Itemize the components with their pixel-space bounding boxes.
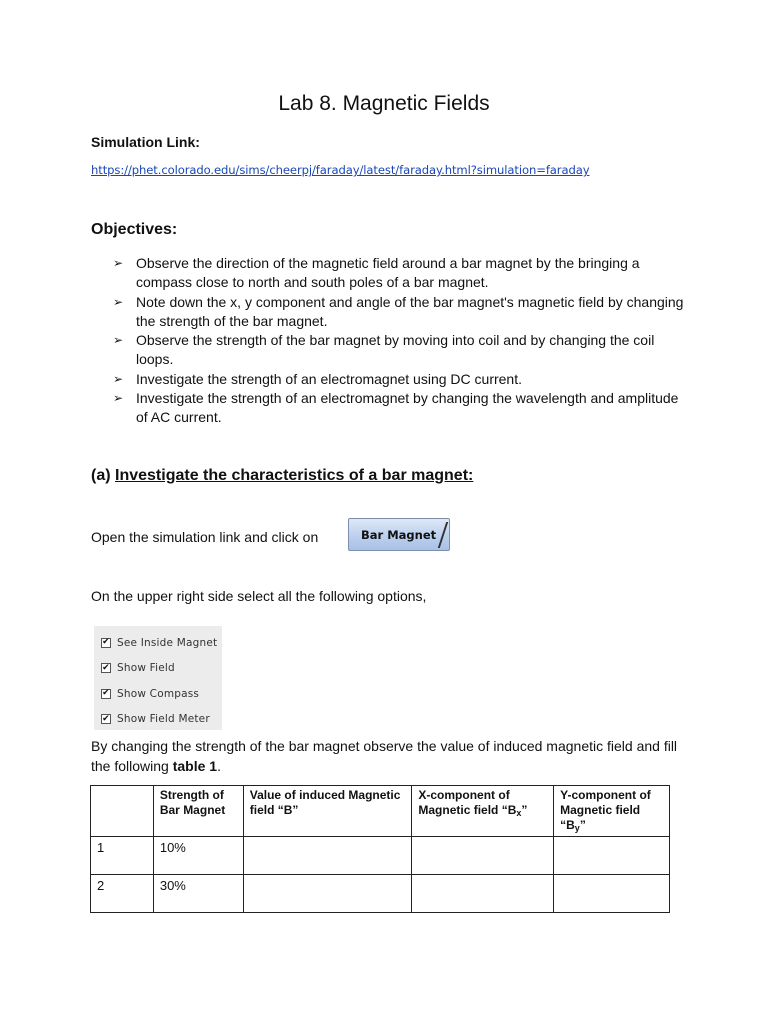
checkbox-checked-icon[interactable]: ✔ — [102, 637, 110, 648]
option-label: See Inside Magnet — [117, 636, 218, 649]
table-intro-text: By changing the strength of the bar magnet observe the value of induced magnetic field and fill the following — [91, 738, 678, 774]
objective-item — [113, 293, 693, 332]
objective-item — [113, 254, 693, 293]
checkbox-checked-icon[interactable]: ✔ — [102, 688, 110, 699]
table-intro-paragraph — [91, 737, 691, 776]
cell-bx[interactable] — [412, 837, 554, 875]
objective-text: Investigate the strength of an electromagnet by changing the wavelength and amplitude of AC current. — [136, 390, 679, 426]
section-a-title: Investigate the characteristics of a bar magnet: — [115, 467, 474, 484]
cell-b[interactable] — [243, 837, 412, 875]
data-table — [90, 785, 670, 913]
cell-index: 1 — [91, 837, 154, 875]
cell-bx[interactable] — [412, 875, 554, 913]
header-x-text: X-component of Magnetic field “B — [418, 788, 517, 817]
header-x-component — [412, 786, 554, 837]
header-y-component — [554, 786, 670, 837]
checkbox-checked-icon[interactable]: ✔ — [102, 662, 110, 673]
simulation-label: Simulation Link: — [91, 134, 200, 150]
section-a-heading — [91, 467, 473, 485]
objective-text: Investigate the strength of an electromagnet using DC current. — [136, 370, 522, 387]
header-y-text: Y-component of Magnetic field “B — [560, 788, 651, 832]
objectives-list — [113, 254, 693, 428]
cell-by[interactable] — [554, 837, 670, 875]
cell-strength: 10% — [153, 837, 243, 875]
objective-text: Note down the x, y component and angle of the bar magnet's magnetic field by changing the strength of the bar magnet. — [136, 293, 684, 329]
checkbox-checked-icon[interactable]: ✔ — [102, 713, 110, 724]
header-index — [91, 786, 154, 837]
cell-b[interactable] — [243, 875, 412, 913]
option-see-inside-magnet[interactable] — [94, 630, 222, 656]
simulation-link[interactable]: https://phet.colorado.edu/sims/cheerpj/faraday/latest/faraday.html?simulation=faraday — [91, 163, 590, 177]
option-label: Show Field — [117, 662, 175, 675]
arrow-bullet-icon: ➢ — [113, 333, 124, 348]
header-y-sub: y — [574, 823, 580, 833]
objective-text: Observe the strength of the bar magnet by moving into coil and by changing the coil loops. — [136, 332, 655, 368]
bar-magnet-button-label: Bar Magnet — [361, 527, 437, 542]
table-header-row — [91, 786, 670, 837]
options-panel — [94, 626, 222, 730]
option-show-field[interactable] — [94, 656, 222, 682]
option-show-field-meter[interactable] — [94, 707, 222, 733]
table-row — [91, 837, 670, 875]
objective-item — [113, 370, 693, 389]
bar-magnet-tab-button[interactable] — [348, 518, 450, 551]
objective-item — [113, 331, 693, 370]
page-title: Lab 8. Magnetic Fields — [278, 92, 490, 115]
header-induced-field: Value of induced Magnetic field “B” — [243, 786, 412, 837]
header-x-end: ” — [521, 803, 528, 817]
arrow-bullet-icon: ➢ — [113, 371, 124, 386]
upper-instruction: On the upper right side select all the following options, — [91, 588, 427, 604]
table-row — [91, 875, 670, 913]
arrow-bullet-icon: ➢ — [113, 256, 124, 270]
cell-strength: 30% — [153, 875, 243, 913]
open-instruction: Open the simulation link and click on — [91, 529, 319, 545]
option-show-compass[interactable] — [94, 681, 222, 707]
objective-text: Observe the direction of the magnetic field around a bar magnet by the bringing a compass close to north and south poles of a bar magnet. — [136, 255, 640, 291]
arrow-bullet-icon: ➢ — [113, 294, 124, 309]
objective-item — [113, 389, 693, 428]
cell-index: 2 — [91, 875, 154, 913]
tab-edge-decoration — [438, 522, 454, 548]
option-label: Show Compass — [117, 687, 200, 700]
header-x-sub: x — [516, 808, 522, 818]
option-label: Show Field Meter — [117, 713, 210, 726]
header-y-end: ” — [579, 818, 586, 832]
header-strength: Strength of Bar Magnet — [153, 786, 243, 837]
table-reference: table 1 — [172, 757, 218, 774]
arrow-bullet-icon: ➢ — [113, 391, 124, 406]
cell-by[interactable] — [554, 875, 670, 913]
objectives-heading: Objectives: — [91, 221, 178, 238]
section-a-prefix: (a) — [91, 467, 115, 484]
table-intro-end: . — [217, 757, 221, 774]
